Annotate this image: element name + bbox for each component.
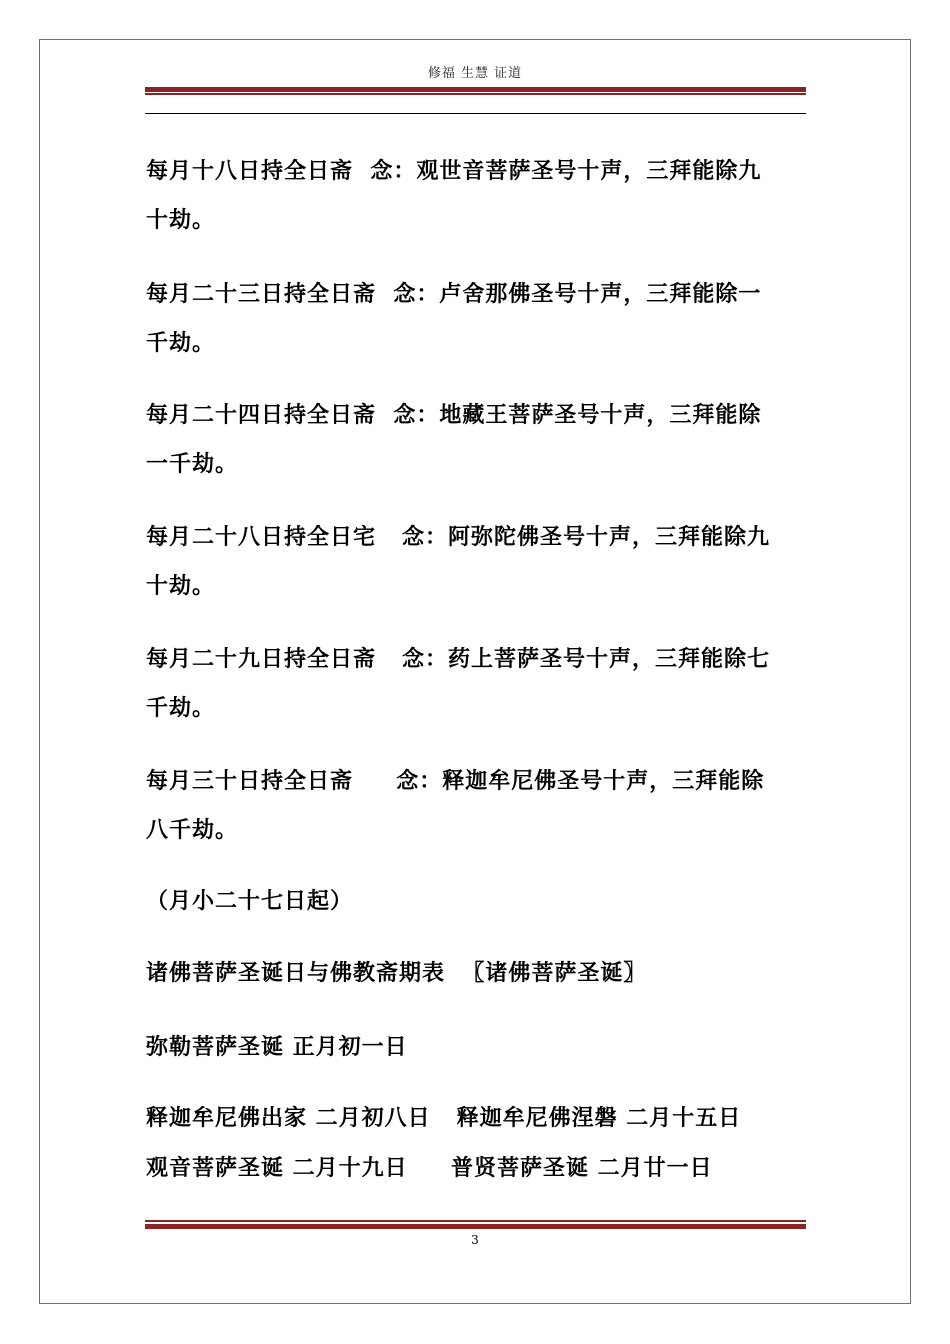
footer-rule-thin bbox=[145, 1220, 806, 1222]
body-line-4: 千劫。 bbox=[146, 330, 216, 356]
body-line-1: 每月十八日持全日斋 念：观世音菩萨圣号十声，三拜能除九 bbox=[146, 158, 762, 184]
footer-rule-thick bbox=[145, 1224, 806, 1229]
body-line-10: 千劫。 bbox=[146, 695, 216, 721]
header-rule-thick bbox=[145, 87, 806, 92]
header-rule-thin bbox=[145, 93, 806, 95]
body-line-13: （月小二十七日起） bbox=[146, 888, 354, 914]
body-line-15: 弥勒菩萨圣诞 正月初一日 bbox=[146, 1034, 408, 1060]
body-line-7: 每月二十八日持全日宅 念：阿弥陀佛圣号十声，三拜能除九 bbox=[146, 524, 770, 550]
body-line-6: 一千劫。 bbox=[146, 451, 239, 477]
body-line-5: 每月二十四日持全日斋 念：地藏王菩萨圣号十声，三拜能除 bbox=[146, 402, 762, 428]
body-line-14: 诸佛菩萨圣诞日与佛教斋期表 〖诸佛菩萨圣诞〗 bbox=[146, 960, 647, 986]
body-line-3: 每月二十三日持全日斋 念：卢舍那佛圣号十声，三拜能除一 bbox=[146, 281, 762, 307]
body-line-2: 十劫。 bbox=[146, 207, 216, 233]
body-line-8: 十劫。 bbox=[146, 573, 216, 599]
body-line-12: 八千劫。 bbox=[146, 817, 239, 843]
running-header: 修福 生慧 证道 bbox=[427, 66, 523, 81]
body-line-17: 观音菩萨圣诞 二月十九日 普贤菩萨圣诞 二月廿一日 bbox=[146, 1155, 713, 1181]
body-line-9: 每月二十九日持全日斋 念：药上菩萨圣号十声，三拜能除七 bbox=[146, 646, 770, 672]
header-rule-underline bbox=[145, 113, 806, 114]
body-line-16: 释迦牟尼佛出家 二月初八日 释迦牟尼佛涅磐 二月十五日 bbox=[146, 1105, 742, 1131]
page-number: 3 bbox=[471, 1233, 479, 1247]
body-line-11: 每月三十日持全日斋 念：释迦牟尼佛圣号十声，三拜能除 bbox=[146, 768, 765, 794]
